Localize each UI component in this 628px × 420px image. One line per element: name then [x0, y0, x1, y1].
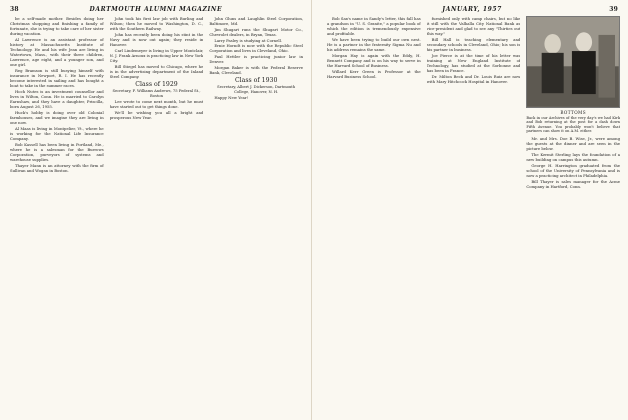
paragraph: Al Lawrence is an assistant professor of history at Massachusetts Institute of Technology. He and his wife Jean are living in Watertown, Mass., with their three children, Lawrence, age eight, and a younger son, and one girl. — [10, 36, 104, 68]
left-page-columns — [10, 16, 303, 416]
paragraph: Morgan Baker is with the Federal Reserve Bank, Cleveland. — [209, 64, 304, 75]
paragraph: John Gluns and Laughlin Steel Corporation, Baltimore, Md. — [209, 16, 304, 27]
right-page-number: 39 — [609, 5, 618, 13]
left-column-1 — [10, 16, 104, 416]
right-page-running-title: JANUARY, 1957 — [442, 5, 502, 13]
paragraph: We'll be wishing you all a bright and prosperous New Year. — [109, 109, 204, 120]
paragraph: We have been trying to build our own nest. He is a partner in the fraternity Sigma Nu and his address remains the same. — [327, 36, 421, 53]
paragraph: Bill Stiegel has moved to Chicago, where he is in the advertising department of the Inland Steel Company. — [109, 63, 204, 79]
paragraph: Joe Pierce is at the time of his letter was training at New England Institute of Technology, has studied at the Sorbonne and has been in France. — [426, 52, 521, 74]
paragraph: Morgan Hay is again with the Eddy, H. Bennett Company and is on his way to serve in the Harvard School of Business. — [327, 52, 421, 69]
paragraph: Carl Lindemeyer is living in Upper Montclair, N. J. Frank Arnoux is practicing law in New York City. — [109, 47, 204, 63]
class-heading: Class of 1929 — [135, 80, 178, 88]
right-page-header — [327, 4, 618, 14]
class-secretary-line: Secretary, Albert J. Dickerson, Dartmouth College, Hanover, N. H. — [217, 85, 296, 95]
paragraph: furnished only with camp chairs, but no like it still with the Valhalla City National Bank as vice-president and glad to see any "Thirties out this way." — [426, 16, 521, 37]
left-page-number: 38 — [10, 5, 19, 13]
right-page-columns — [327, 16, 620, 416]
paragraph: Jim Shugart runs the Shugart Motor Co., Chevrolet dealers, in Bryan, Texas. — [209, 26, 304, 37]
left-column-3 — [209, 16, 303, 416]
paragraph: Hoch Nutes is an investment counsellor and lives in Wilton, Conn. He is married to Carolyn Earnshaw, and they have a daughter, Priscilla, born August 26, 1955. — [10, 89, 104, 110]
photo-title: BOTTOMS — [560, 109, 586, 115]
class-heading: Class of 1930 — [234, 77, 278, 84]
right-column-3 — [526, 16, 620, 416]
paragraph: Larry Pasley is studying at Cornell. — [214, 37, 283, 43]
paragraph: Happy New Year! — [214, 95, 249, 101]
paragraph: Ernie Horndt is now with the Republic Steel Corporation and lives in Cleveland, Ohio. — [209, 43, 304, 54]
photo-block — [526, 16, 620, 134]
paragraph: Huck's hobby is doing over old Colonial farmhouses, and we imagine they are living in one now. — [10, 110, 104, 126]
paragraph: George H. Harrington graduated from the school of the University of Pennsylvania and is now a practicing architect in Philadelphia. — [526, 162, 621, 178]
paragraph: Mr. and Mrs. Doe B. Wise, Jr., were among the guests at the dinner and are seen in the picture below. — [526, 136, 621, 152]
paragraph: The Kermit Sterling lays the foundation of a new building on campus this autumn. — [526, 151, 621, 162]
right-page — [317, 0, 628, 420]
paragraph: Bill Hall is teaching elementary and secondary schools in Cleveland, Ohio; his son is his partner in business. — [426, 36, 521, 53]
group-photo — [526, 16, 620, 108]
paragraph: Lee wrote to come next month, but he must have started out to get things done. — [109, 99, 204, 110]
photo-caption: Back in our Archives of the very day's we had Kirk and Bob returning at the post for a dash down Fifth Avenue. You probably won't believe that partners can show it on A.M. either. — [526, 115, 621, 134]
paragraph: Bob Sax's name in Sandy's letter, this fall has a grandson in "U. S. Granite," a popular book of which the edition is tremendously expensive and profitable. — [327, 16, 421, 37]
paragraph: John has recently been doing his stint in the Navy and is now out again; they reside in Hanover. — [109, 31, 204, 48]
right-column-1 — [327, 16, 421, 416]
photo-image — [527, 17, 619, 107]
paragraph: be a self-made mother. Besides doing her Christmas shopping and finishing a family of fortunate, she is trying to take care of her sister during vacation. — [10, 16, 104, 37]
paragraph: Reg Bramson is still busying himself with insurance in Newport, R. I. He has recently become interested in sailing and has bought a boat to take in the summer races. — [10, 68, 104, 89]
paragraph: Thayer Mann is an attorney with the firm of Sullivan and Wogan in Boston. — [10, 162, 104, 173]
left-page — [0, 0, 312, 420]
paragraph: John took his first law job with Burling and Wilson; then he moved to Washington, D. C., with the Southern Railway. — [109, 16, 204, 32]
paragraph: Al Maas is living in Montpelier, Vt., where he is working for the National Life Insurance Company. — [10, 125, 104, 142]
left-column-2 — [110, 16, 204, 416]
paragraph: Paul Hettler is practicing junior law in Denver. — [209, 54, 304, 65]
paragraph: Dr. Milton Beck and Dr. Louis Ruiz are now with Mary Hitchcock Hospital in Hanover. — [426, 73, 521, 84]
left-page-running-title: DARTMOUTH ALUMNI MAGAZINE — [89, 5, 223, 13]
paragraph: Bob Kassell has been living in Portland, Me., where he is a salesman for the Burrows Corporation, purveyors of systems and warehouse supplies. — [10, 141, 104, 163]
left-page-header — [10, 4, 301, 14]
paragraph: Bill Thayer is sales manager for the Acme Company in Hartford, Conn. — [526, 178, 621, 189]
right-column-2 — [427, 16, 521, 416]
class-secretary-line: Secretary, F. Williams Andrews, 75 Federal St., Boston — [112, 88, 201, 98]
paragraph: Willard Kerr Green is Professor at the Harvard Business School. — [327, 68, 421, 79]
